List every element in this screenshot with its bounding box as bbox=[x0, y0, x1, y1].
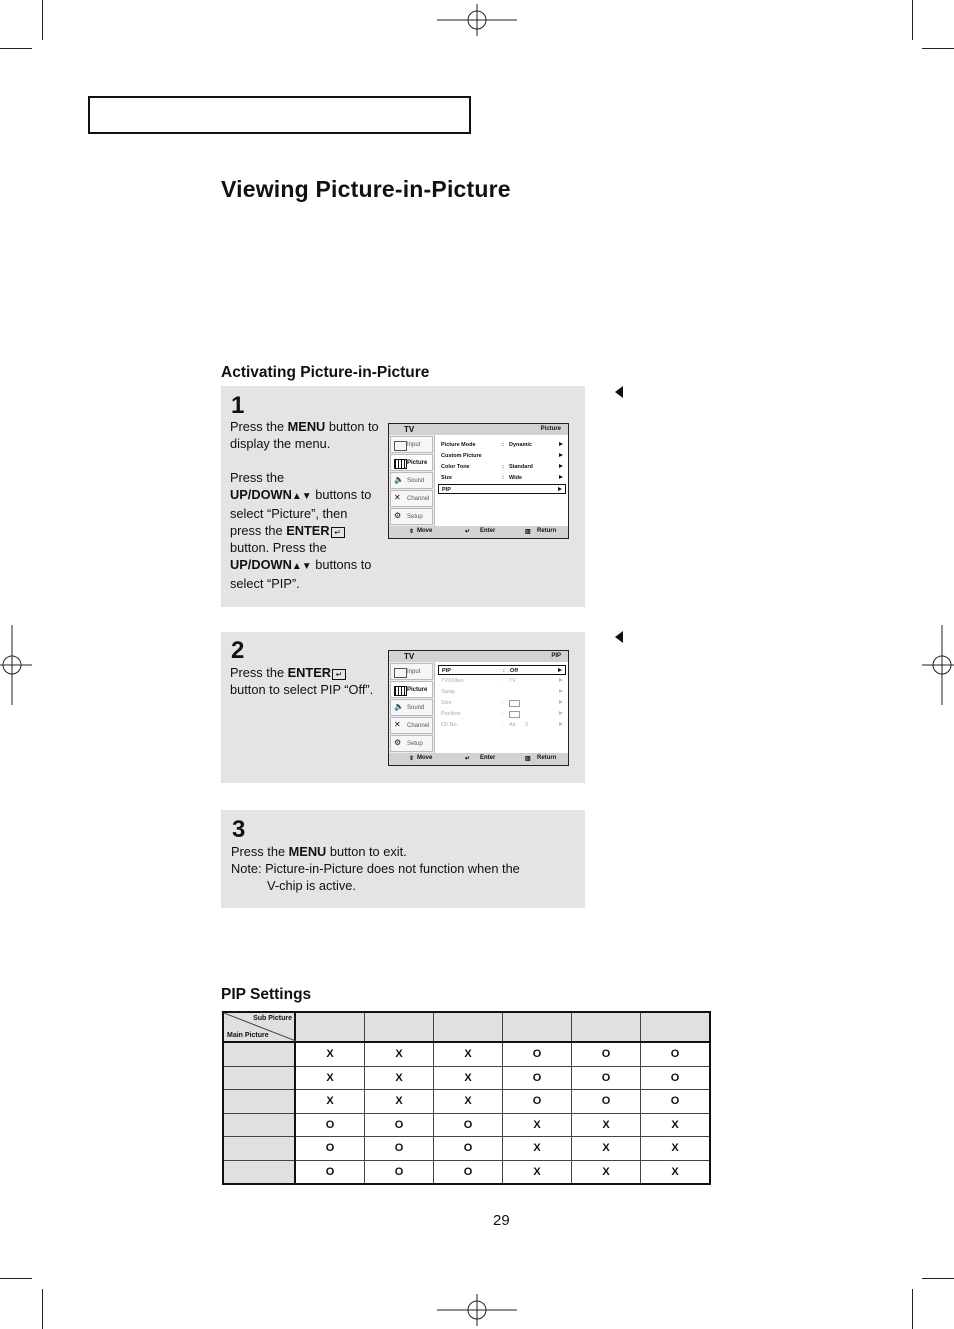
step-3-panel bbox=[221, 810, 585, 908]
osd-row-value: Air 3 bbox=[509, 722, 528, 728]
osd-row-value: TV bbox=[509, 678, 517, 684]
osd-row-colon: : bbox=[502, 722, 504, 728]
table-cell: X bbox=[503, 1113, 572, 1137]
table-cell: O bbox=[434, 1113, 503, 1137]
step-number: 3 bbox=[232, 816, 246, 843]
corner-label-sub: Sub Picture bbox=[253, 1015, 292, 1022]
crop-mark bbox=[42, 0, 43, 40]
table-cell: O bbox=[572, 1090, 641, 1114]
osd-row-value: Wide bbox=[509, 475, 523, 481]
arrow-right-icon bbox=[559, 475, 563, 479]
pip-size-icon bbox=[509, 700, 520, 707]
osd-row bbox=[438, 698, 566, 708]
registration-mark-icon bbox=[922, 625, 954, 705]
table-cell: O bbox=[641, 1090, 711, 1114]
table-header-cell bbox=[641, 1012, 711, 1042]
table-cell: X bbox=[295, 1090, 365, 1114]
section-heading-pip-settings: PIP Settings bbox=[221, 986, 312, 1003]
crop-mark bbox=[922, 1278, 954, 1279]
table-cell: O bbox=[572, 1042, 641, 1066]
osd-side-item-setup bbox=[390, 735, 433, 752]
corner-label-main: Main Picture bbox=[227, 1032, 269, 1039]
table-cell: O bbox=[365, 1113, 434, 1137]
arrow-right-icon bbox=[559, 722, 563, 726]
osd-footer-return: Return bbox=[537, 528, 557, 534]
satellite-icon: ✕ bbox=[394, 493, 401, 502]
arrow-right-icon bbox=[559, 442, 563, 446]
osd-side-label: Sound bbox=[407, 478, 425, 484]
table-header-cell bbox=[365, 1012, 434, 1042]
up-down-arrows-icon: ▲▼ bbox=[291, 561, 312, 572]
step-3-text: Press the MENU button to exit. Note: Picture-in-Picture does not function when the V-chip is active. bbox=[231, 844, 520, 893]
input-icon bbox=[394, 441, 407, 451]
step-1-text: Press the MENU button to display the menu. Press the UP/DOWN▲▼ buttons to select “Picture”, then press the ENTER ↵ button. Press the UP/DOWN▲▼ buttons to select “PIP”. bbox=[230, 419, 379, 591]
enter-icon: ↵ bbox=[332, 669, 346, 680]
osd-side-item-picture bbox=[390, 681, 433, 698]
crop-mark bbox=[922, 48, 954, 49]
pip-settings-table bbox=[222, 1011, 711, 1185]
picture-icon bbox=[394, 686, 407, 696]
osd-row-value: Off bbox=[510, 668, 518, 674]
table-cell: X bbox=[572, 1160, 641, 1184]
osd-row-colon: : bbox=[502, 475, 504, 481]
table-cell: X bbox=[295, 1066, 365, 1090]
table-cell: O bbox=[641, 1042, 711, 1066]
osd-footer bbox=[389, 526, 568, 538]
speaker-icon: 🔈 bbox=[394, 475, 404, 484]
pip-position-icon bbox=[509, 711, 520, 718]
table-cell: O bbox=[434, 1137, 503, 1161]
table-cell: X bbox=[365, 1090, 434, 1114]
row-header-cell bbox=[223, 1090, 295, 1114]
table-cell: X bbox=[434, 1042, 503, 1066]
registration-mark-icon bbox=[437, 1294, 517, 1326]
section-heading-activating: Activating Picture-in-Picture bbox=[221, 364, 430, 381]
registration-mark-icon bbox=[437, 4, 517, 36]
osd-topbar bbox=[389, 651, 568, 662]
osd-row-selected bbox=[438, 665, 566, 675]
osd-row-value: Dynamic bbox=[509, 442, 532, 448]
osd-row-colon: : bbox=[502, 678, 504, 684]
table-cell: O bbox=[295, 1137, 365, 1161]
osd-footer bbox=[389, 753, 568, 765]
header-box bbox=[88, 96, 471, 134]
table-cell: X bbox=[295, 1042, 365, 1066]
enter-icon: ↵ bbox=[331, 527, 345, 538]
osd-footer-enter: Enter bbox=[480, 528, 496, 534]
osd-row-colon: : bbox=[502, 700, 504, 706]
table-header-cell bbox=[503, 1012, 572, 1042]
osd-row-colon: : bbox=[502, 711, 504, 717]
osd-row bbox=[438, 720, 566, 730]
osd-brand: TV bbox=[404, 652, 415, 661]
arrow-right-icon bbox=[559, 453, 563, 457]
osd-row-colon: : bbox=[502, 464, 504, 470]
table-cell: O bbox=[572, 1066, 641, 1090]
input-icon bbox=[394, 668, 407, 678]
table-row bbox=[223, 1113, 710, 1137]
menu-icon: ▥ bbox=[525, 756, 531, 762]
page-number: 29 bbox=[493, 1212, 510, 1229]
step-1-panel bbox=[221, 386, 585, 607]
osd-row bbox=[438, 709, 566, 719]
table-cell: O bbox=[503, 1042, 572, 1066]
crop-mark bbox=[42, 1289, 43, 1329]
table-cell: X bbox=[641, 1113, 711, 1137]
crop-mark bbox=[912, 1289, 913, 1329]
osd-row-label: TV/Video bbox=[441, 678, 464, 684]
move-icon: ⇕ bbox=[409, 529, 415, 535]
page-marker-arrow-icon bbox=[615, 386, 623, 398]
picture-icon bbox=[394, 459, 407, 469]
table-cell: X bbox=[641, 1160, 711, 1184]
menu-icon: ▥ bbox=[525, 529, 531, 535]
page-marker-arrow-icon bbox=[615, 631, 623, 643]
table-cell: O bbox=[365, 1137, 434, 1161]
table-row bbox=[223, 1137, 710, 1161]
table-cell: X bbox=[365, 1066, 434, 1090]
table-corner-cell bbox=[223, 1012, 295, 1042]
table-cell: X bbox=[572, 1113, 641, 1137]
row-header-cell bbox=[223, 1137, 295, 1161]
arrow-right-icon bbox=[559, 689, 563, 693]
registration-mark-icon bbox=[0, 625, 32, 705]
osd-row bbox=[438, 473, 566, 483]
osd-row bbox=[438, 687, 566, 697]
note-text: V-chip is active. bbox=[267, 878, 356, 893]
table-cell: X bbox=[434, 1066, 503, 1090]
crop-mark bbox=[0, 1278, 32, 1279]
table-header-cell bbox=[434, 1012, 503, 1042]
osd-row bbox=[438, 451, 566, 461]
table-header-cell bbox=[572, 1012, 641, 1042]
table-row bbox=[223, 1090, 710, 1114]
table-header-row bbox=[223, 1012, 710, 1042]
row-header-cell bbox=[223, 1160, 295, 1184]
row-header-cell bbox=[223, 1113, 295, 1137]
osd-row-label: Color Tone bbox=[441, 464, 470, 470]
table-cell: X bbox=[641, 1137, 711, 1161]
table-cell: O bbox=[365, 1160, 434, 1184]
osd-footer-move: Move bbox=[417, 755, 433, 761]
osd-footer-return: Return bbox=[537, 755, 557, 761]
arrow-right-icon bbox=[559, 700, 563, 704]
table-cell: O bbox=[295, 1113, 365, 1137]
arrow-right-icon bbox=[559, 464, 563, 468]
step-2-text: Press the ENTER ↵ button to select PIP “Off”. bbox=[230, 665, 374, 697]
table-cell: X bbox=[503, 1137, 572, 1161]
table-cell: O bbox=[641, 1066, 711, 1090]
osd-side-item-sound bbox=[390, 472, 433, 489]
arrow-right-icon bbox=[558, 487, 562, 491]
arrow-right-icon bbox=[559, 678, 563, 682]
table-cell: O bbox=[295, 1160, 365, 1184]
osd-side-label: Channel bbox=[407, 496, 430, 502]
osd-row-label: PIP bbox=[442, 487, 451, 493]
table-cell: O bbox=[434, 1160, 503, 1184]
osd-row-label: Size bbox=[441, 700, 452, 706]
table-cell: X bbox=[434, 1090, 503, 1114]
osd-footer-move: Move bbox=[417, 528, 433, 534]
osd-side-item-channel bbox=[390, 717, 433, 734]
table-row bbox=[223, 1066, 710, 1090]
osd-side-label: Picture bbox=[407, 687, 428, 693]
osd-row-colon: : bbox=[503, 668, 505, 674]
osd-row-label: PIP bbox=[442, 668, 451, 674]
osd-row-label: Position bbox=[441, 711, 461, 717]
gear-icon: ⚙ bbox=[394, 738, 402, 747]
osd-side-item-input bbox=[390, 663, 433, 680]
osd-row-label: Custom Picture bbox=[441, 453, 482, 459]
osd-sidebar bbox=[389, 435, 435, 527]
crop-mark bbox=[912, 0, 913, 40]
page-title: Viewing Picture-in-Picture bbox=[221, 176, 511, 202]
osd-brand: TV bbox=[404, 425, 415, 434]
up-down-arrows-icon: ▲▼ bbox=[291, 491, 312, 502]
osd-row-colon: : bbox=[502, 442, 504, 448]
osd-header: Picture bbox=[540, 426, 561, 432]
row-header-cell bbox=[223, 1042, 295, 1066]
note-text: Note: Picture-in-Picture does not function when the bbox=[231, 861, 520, 876]
osd-side-item-sound bbox=[390, 699, 433, 716]
row-header-cell bbox=[223, 1066, 295, 1090]
osd-side-item-setup bbox=[390, 508, 433, 525]
osd-side-label: Input bbox=[407, 669, 421, 675]
enter-icon: ↵ bbox=[465, 756, 471, 762]
osd-row bbox=[438, 462, 566, 472]
osd-row-value: Standard bbox=[509, 464, 533, 470]
osd-row-label: Swap bbox=[441, 689, 455, 695]
table-cell: O bbox=[503, 1090, 572, 1114]
osd-header: PIP bbox=[551, 653, 561, 659]
crop-mark bbox=[0, 48, 32, 49]
arrow-right-icon bbox=[559, 711, 563, 715]
speaker-icon: 🔈 bbox=[394, 702, 404, 711]
move-icon: ⇕ bbox=[409, 756, 415, 762]
step-number: 2 bbox=[231, 637, 245, 664]
table-row bbox=[223, 1042, 710, 1066]
arrow-right-icon bbox=[558, 668, 562, 672]
table-header-cell bbox=[295, 1012, 365, 1042]
step-2-panel bbox=[221, 632, 585, 783]
osd-row-label: Size bbox=[441, 475, 453, 481]
osd-side-label: Channel bbox=[407, 723, 430, 729]
table-cell: X bbox=[503, 1160, 572, 1184]
osd-side-label: Input bbox=[407, 442, 421, 448]
step-number: 1 bbox=[231, 392, 245, 419]
osd-sidebar bbox=[389, 662, 435, 754]
table-row bbox=[223, 1160, 710, 1184]
osd-side-label: Setup bbox=[407, 741, 423, 747]
osd-row-label: Picture Mode bbox=[441, 442, 476, 448]
osd-row bbox=[438, 676, 566, 686]
osd-side-label: Picture bbox=[407, 460, 428, 466]
tv-osd-menu-pip bbox=[388, 650, 569, 766]
satellite-icon: ✕ bbox=[394, 720, 401, 729]
osd-row bbox=[438, 440, 566, 450]
tv-osd-menu-picture bbox=[388, 423, 569, 539]
osd-side-item-input bbox=[390, 436, 433, 453]
table-cell: X bbox=[572, 1137, 641, 1161]
enter-icon: ↵ bbox=[465, 529, 471, 535]
osd-row-label: Ch.No. bbox=[441, 722, 459, 728]
osd-side-item-channel bbox=[390, 490, 433, 507]
osd-side-label: Sound bbox=[407, 705, 425, 711]
gear-icon: ⚙ bbox=[394, 511, 402, 520]
osd-side-item-picture bbox=[390, 454, 433, 471]
osd-side-label: Setup bbox=[407, 514, 423, 520]
osd-row-selected bbox=[438, 484, 566, 494]
osd-footer-enter: Enter bbox=[480, 755, 496, 761]
table-cell: X bbox=[365, 1042, 434, 1066]
table-cell: O bbox=[503, 1066, 572, 1090]
